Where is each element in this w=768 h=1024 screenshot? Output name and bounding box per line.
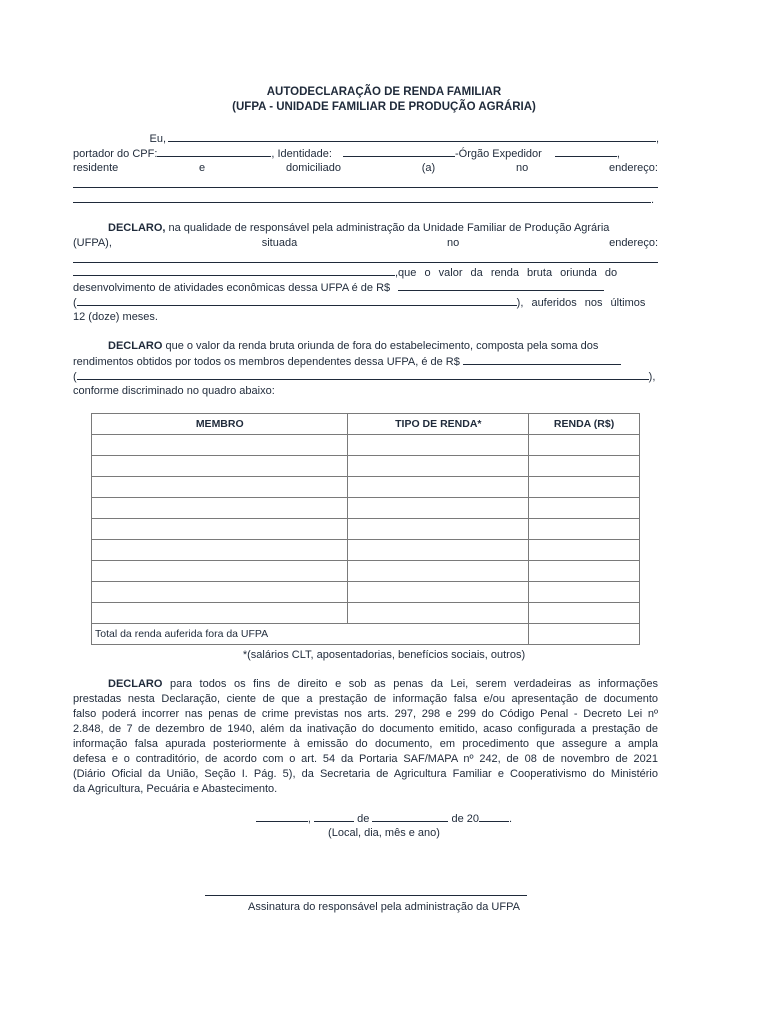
identidade-field[interactable] bbox=[343, 146, 455, 157]
address-field-line1[interactable] bbox=[73, 187, 658, 188]
p3-text2: rendimentos obtidos por todos os membros dependentes dessa UFPA, é de R$ bbox=[73, 356, 460, 368]
p1-line2 bbox=[73, 146, 658, 162]
p2-open-paren: ( bbox=[73, 297, 77, 309]
tipo-renda-cell[interactable] bbox=[348, 477, 529, 498]
renda-extenso-field[interactable] bbox=[77, 295, 517, 306]
income-table bbox=[91, 413, 640, 645]
p1-orgao: -Órgão Expedidor bbox=[455, 148, 542, 160]
p4-line7: (Diário Oficial da União, Seção I. Pág. 5), da Secretaria de Agricultura Familiar e Cooperativismo do Ministério bbox=[73, 768, 658, 780]
membro-cell[interactable] bbox=[92, 540, 348, 561]
renda-cell[interactable] bbox=[529, 561, 640, 582]
renda-valor-field[interactable] bbox=[398, 280, 604, 291]
p3-text4: conforme discriminado no quadro abaixo: bbox=[73, 385, 275, 397]
membro-cell[interactable] bbox=[92, 498, 348, 519]
p2-text1: na qualidade de responsável pela administração da Unidade Familiar de Produção Agrária bbox=[168, 222, 610, 234]
renda-cell[interactable] bbox=[529, 582, 640, 603]
table-total-row bbox=[92, 624, 640, 645]
table-row bbox=[92, 582, 640, 603]
table-row bbox=[92, 519, 640, 540]
tipo-renda-cell[interactable] bbox=[348, 435, 529, 456]
p1-comma-2: , bbox=[616, 148, 620, 160]
tipo-renda-cell[interactable] bbox=[348, 456, 529, 477]
p2-auferidos: ), auferidos nos últimos bbox=[516, 297, 646, 309]
membro-cell[interactable] bbox=[92, 561, 348, 582]
date-line bbox=[0, 811, 768, 825]
membro-cell[interactable] bbox=[92, 477, 348, 498]
p1-residente: residente bbox=[73, 162, 119, 174]
p4-line1 bbox=[73, 677, 658, 692]
p3-line1 bbox=[73, 339, 658, 354]
p1-no: no bbox=[516, 162, 529, 174]
header-membro: MEMBRO bbox=[92, 414, 348, 435]
renda-cell[interactable] bbox=[529, 477, 640, 498]
p4-line8: da Agricultura, Pecuária e Abastecimento. bbox=[73, 783, 278, 795]
membro-cell[interactable] bbox=[92, 582, 348, 603]
renda-cell[interactable] bbox=[529, 519, 640, 540]
p2-situada: situada bbox=[261, 237, 298, 249]
header-tipo-renda: TIPO DE RENDA* bbox=[348, 414, 529, 435]
p1-comma: , bbox=[656, 133, 660, 145]
document-subtitle: (UFPA - UNIDADE FAMILIAR DE PRODUÇÃO AGRÁRIA) bbox=[232, 101, 536, 113]
name-field[interactable] bbox=[168, 131, 656, 142]
p2-meses: 12 (doze) meses. bbox=[73, 311, 158, 323]
table-row bbox=[92, 603, 640, 624]
p4-line5: informação falsa apurada posteriormente à emissão do documento, em procedimento que assegure a ampla bbox=[73, 738, 658, 750]
table-row bbox=[92, 435, 640, 456]
membro-cell[interactable] bbox=[92, 456, 348, 477]
p1-identidade: , Identidade: bbox=[271, 148, 332, 160]
document-title: AUTODECLARAÇÃO DE RENDA FAMILIAR bbox=[266, 86, 502, 98]
renda-cell[interactable] bbox=[529, 603, 640, 624]
p1-domiciliado: domiciliado bbox=[285, 162, 341, 174]
ufpa-address-field-line1[interactable] bbox=[73, 262, 658, 263]
date-comma: , bbox=[307, 813, 311, 825]
p1-line1 bbox=[73, 131, 658, 147]
p3-declaro: DECLARO bbox=[108, 340, 163, 352]
p2-que-valor: ,que o valor da renda bruta oriunda do bbox=[395, 267, 618, 279]
date-caption: (Local, dia, mês e ano) bbox=[328, 827, 440, 839]
tipo-renda-cell[interactable] bbox=[348, 540, 529, 561]
p4-text1: para todos os fins de direito e sob as penas da Lei, serem verdadeiras as informações bbox=[169, 678, 659, 690]
ufpa-address-field-line2[interactable] bbox=[73, 265, 395, 276]
renda-cell[interactable] bbox=[529, 540, 640, 561]
date-de2: de 20 bbox=[451, 813, 480, 825]
p3-open-paren: ( bbox=[73, 371, 77, 383]
p2-desenvolvimento: desenvolvimento de atividades econômicas dessa UFPA é de R$ bbox=[73, 282, 391, 294]
table-header-row bbox=[92, 414, 640, 435]
date-de1: de bbox=[357, 813, 370, 825]
p1-line5 bbox=[73, 192, 658, 208]
renda-cell[interactable] bbox=[529, 435, 640, 456]
table-row bbox=[92, 498, 640, 519]
table-row bbox=[92, 561, 640, 582]
mes-field[interactable] bbox=[372, 811, 448, 822]
p3-text1: que o valor da renda bruta oriunda de fora do estabelecimento, composta pela soma dos bbox=[165, 340, 599, 352]
local-field[interactable] bbox=[256, 811, 308, 822]
p3-close: ), bbox=[648, 371, 656, 383]
tipo-renda-cell[interactable] bbox=[348, 498, 529, 519]
tipo-renda-cell[interactable] bbox=[348, 561, 529, 582]
table-row bbox=[92, 456, 640, 477]
dia-field[interactable] bbox=[314, 811, 354, 822]
p4-line2: prestadas nesta Declaração, ciente de que a prestação de informação falsa e/ou apresentação de documento bbox=[73, 693, 658, 705]
p1-line3 bbox=[73, 161, 658, 176]
address-field-line2[interactable] bbox=[73, 192, 651, 203]
p1-e: e bbox=[199, 162, 206, 174]
p2-line2 bbox=[73, 236, 658, 251]
renda-fora-valor-field[interactable] bbox=[463, 354, 621, 365]
p4-line4: 2.848, de 7 de dezembro de 1940, além da inativação do documento emitido, acaso configurada a prestação de bbox=[73, 723, 658, 735]
renda-cell[interactable] bbox=[529, 456, 640, 477]
p2-line4 bbox=[73, 265, 658, 281]
p1-endereco: endereço: bbox=[609, 162, 658, 174]
p3-line4 bbox=[73, 384, 658, 399]
signature-field[interactable] bbox=[205, 895, 527, 896]
p4-line6: defesa e o contraditório, de acordo com o art. 54 da Portaria SAF/MAPA nº 242, de 08 de novembro de 2021 bbox=[73, 753, 658, 765]
p2-ufpa: (UFPA), bbox=[73, 237, 112, 249]
p2-line5 bbox=[73, 280, 658, 296]
ano-field[interactable] bbox=[479, 811, 509, 822]
table-row bbox=[92, 540, 640, 561]
tipo-renda-cell[interactable] bbox=[348, 519, 529, 540]
p1-a: (a) bbox=[421, 162, 436, 174]
p3-line2 bbox=[73, 354, 658, 370]
tipo-renda-cell[interactable] bbox=[348, 603, 529, 624]
p2-line6 bbox=[73, 295, 658, 311]
p2-no: no bbox=[447, 237, 460, 249]
header-renda: RENDA (R$) bbox=[529, 414, 640, 435]
membro-cell[interactable] bbox=[92, 603, 348, 624]
renda-fora-extenso-field[interactable] bbox=[77, 369, 649, 380]
p4-declaro: DECLARO bbox=[108, 678, 163, 690]
cpf-field[interactable] bbox=[157, 146, 271, 157]
p3-line3 bbox=[73, 369, 658, 385]
p2-line1 bbox=[73, 221, 658, 236]
p4-line3: falso poderá incorrer nas penas de crime previstas nos arts. 297, 298 e 299 do Código Penal - Decreto Lei nº bbox=[73, 708, 658, 720]
table-footnote: *(salários CLT, aposentadorias, benefícios sociais, outros) bbox=[242, 649, 526, 661]
renda-cell[interactable] bbox=[529, 498, 640, 519]
membro-cell[interactable] bbox=[92, 519, 348, 540]
p1-eu: Eu, bbox=[149, 133, 166, 145]
p2-endereco: endereço: bbox=[609, 237, 659, 249]
tipo-renda-cell[interactable] bbox=[348, 582, 529, 603]
p2-declaro: DECLARO, bbox=[108, 222, 166, 234]
membro-cell[interactable] bbox=[92, 435, 348, 456]
total-renda-cell[interactable] bbox=[529, 624, 640, 645]
signature-caption: Assinatura do responsável pela administração da UFPA bbox=[248, 901, 520, 913]
table-row bbox=[92, 477, 640, 498]
p2-line7 bbox=[73, 310, 658, 325]
date-period: . bbox=[509, 813, 513, 825]
p1-period: . bbox=[651, 194, 655, 206]
orgao-field[interactable] bbox=[555, 146, 617, 157]
p1-portador: portador do CPF: bbox=[73, 148, 158, 160]
total-label: Total da renda auferida fora da UFPA bbox=[92, 624, 529, 645]
